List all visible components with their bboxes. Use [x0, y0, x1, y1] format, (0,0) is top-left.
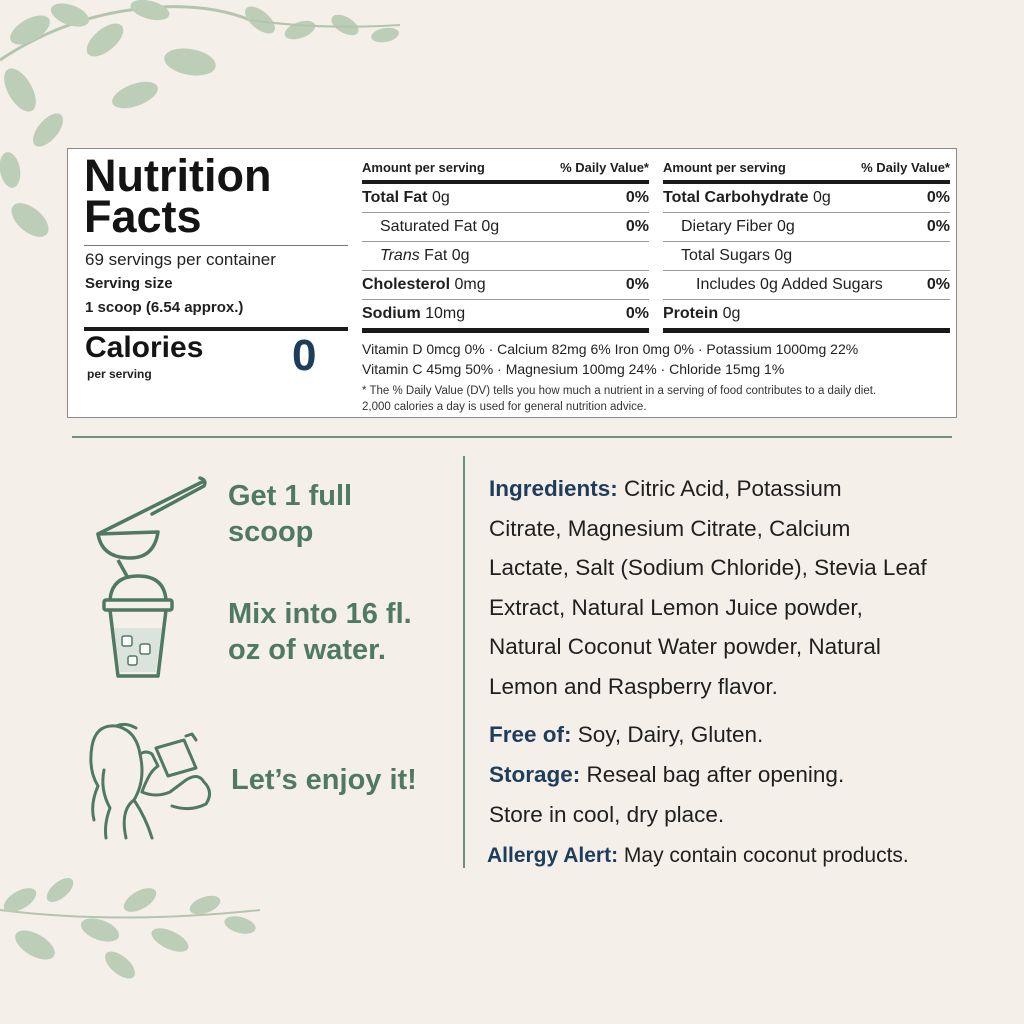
- nutrient-pct: 0%: [926, 189, 950, 206]
- allergy-line: [487, 836, 909, 876]
- column-header: [663, 155, 950, 184]
- step-scoop-text: [228, 478, 352, 550]
- nutrition-facts-label: [67, 148, 957, 418]
- vitamins-line-1: Vitamin D 0mcg 0% · Calcium 82mg 6% Iron 0mg 0% · Potassium 1000mg 22%: [362, 341, 859, 357]
- ingredients-line: Citrate, Magnesium Citrate, Calcium: [489, 515, 851, 541]
- nutrient-amount: 0g: [481, 218, 500, 235]
- nutrient-name: Saturated Fat: [380, 218, 477, 235]
- calories-sub: per serving: [87, 367, 152, 381]
- nutrient-row-cholesterol: [362, 271, 649, 300]
- nutrient-name: Cholesterol: [362, 276, 451, 293]
- nutrient-pct: 0%: [625, 305, 649, 322]
- leaf-branch-bottom-decoration: [0, 870, 290, 1024]
- nutrient-row-trans-fat: [362, 242, 649, 271]
- divider: [84, 245, 348, 246]
- allergy-value: May contain coconut products.: [618, 844, 909, 867]
- nutrient-row-sodium: [362, 300, 649, 333]
- storage-line-2: Store in cool, dry place.: [489, 802, 725, 827]
- free-of-value: Soy, Dairy, Gluten.: [571, 722, 764, 747]
- nutrient-name: Total Fat: [362, 189, 428, 206]
- nutrient-name: Includes 0g Added Sugars: [696, 276, 883, 293]
- nutrient-row-saturated-fat: [362, 213, 649, 242]
- nutrient-pct: 0%: [625, 218, 649, 235]
- nutrient-row-total-fat: [362, 184, 649, 213]
- nutrient-pct: 0%: [926, 276, 950, 293]
- scoop-icon: [92, 474, 212, 570]
- nutrient-amount: 0g: [722, 305, 741, 322]
- step-mix-text: [228, 596, 412, 668]
- ingredients-line: Lemon and Raspberry flavor.: [489, 673, 778, 699]
- nutrient-name: Dietary Fiber: [681, 218, 773, 235]
- step-line: Get 1 full: [228, 480, 353, 512]
- nutrient-row-added-sugars: [663, 271, 950, 300]
- nutrient-amount: 0mg: [454, 276, 486, 293]
- nutrient-name: Total Carbohydrate: [663, 189, 809, 206]
- nutrient-row-dietary-fiber: [663, 213, 950, 242]
- dv-header: % Daily Value*: [560, 160, 649, 175]
- nutrient-pct: 0%: [625, 189, 649, 206]
- step-line: Let’s enjoy it!: [231, 764, 417, 796]
- column-divider: [463, 456, 465, 868]
- footnote-line-1: * The % Daily Value (DV) tells you how much a nutrient in a serving of food contributes to a daily diet.: [362, 385, 877, 397]
- nutrient-amount: Fat 0g: [424, 247, 470, 264]
- nutrient-pct: 0%: [625, 276, 649, 293]
- nutrient-name: Trans: [380, 247, 420, 264]
- title-line-2: Facts: [84, 191, 202, 242]
- allergy-label: Allergy Alert:: [487, 844, 619, 867]
- storage-label: Storage:: [489, 762, 581, 787]
- nutrition-facts-title: [84, 150, 272, 242]
- nutrient-column-1: [362, 155, 649, 333]
- step-line: scoop: [228, 516, 314, 548]
- serving-size-value: 1 scoop (6.54 approx.): [85, 299, 244, 316]
- nutrient-amount: 0g: [774, 247, 793, 264]
- storage-line: [489, 755, 844, 795]
- amount-header: Amount per serving: [663, 160, 786, 175]
- amount-header: Amount per serving: [362, 160, 485, 175]
- ingredients-block: [489, 469, 927, 706]
- calories-label: Calories: [85, 331, 204, 364]
- footnote-line-2: 2,000 calories a day is used for general nutrition advice.: [362, 401, 647, 413]
- ingredients-line: Lactate, Salt (Sodium Chloride), Stevia Leaf: [489, 555, 927, 580]
- ingredients-line: Citric Acid, Potassium: [617, 476, 842, 501]
- nutrient-amount: 0g: [812, 189, 831, 206]
- nutrient-amount: 0g: [777, 218, 795, 235]
- step-enjoy-text: [231, 762, 417, 798]
- free-of-label: Free of:: [489, 722, 572, 747]
- title-line-1: Nutrition: [84, 150, 272, 201]
- nutrient-row-total-sugars: [663, 242, 950, 271]
- ingredients-label: Ingredients:: [489, 476, 618, 501]
- section-divider: [72, 436, 952, 438]
- nutrient-name: Protein: [663, 305, 719, 322]
- nutrient-row-total-carbohydrate: [663, 184, 950, 213]
- drinking-person-icon: [86, 720, 224, 840]
- free-of-line: [489, 715, 763, 755]
- nutrient-pct: 0%: [926, 218, 950, 235]
- nutrient-name: Sodium: [362, 305, 421, 322]
- storage-value: Reseal bag after opening.: [580, 762, 845, 787]
- nutrient-name: Total Sugars: [681, 247, 770, 264]
- serving-size-label: Serving size: [85, 275, 173, 292]
- ingredients-line: Natural Coconut Water powder, Natural: [489, 634, 881, 659]
- nutrient-amount: 0g: [431, 189, 450, 206]
- nutrient-column-2: [663, 155, 950, 333]
- step-line: oz of water.: [228, 634, 386, 666]
- nutrient-amount: 10mg: [425, 305, 466, 322]
- ingredients-line: Extract, Natural Lemon Juice powder,: [489, 594, 863, 620]
- vitamins-line-2: Vitamin C 45mg 50% · Magnesium 100mg 24% · Chloride 15mg 1%: [362, 361, 785, 377]
- cup-icon: [98, 558, 178, 682]
- column-header: [362, 155, 649, 184]
- nutrient-row-protein: [663, 300, 950, 333]
- calories-value: 0: [292, 331, 317, 380]
- dv-header: % Daily Value*: [861, 160, 950, 175]
- servings-per-container: 69 servings per container: [85, 250, 276, 269]
- step-line: Mix into 16 fl.: [228, 598, 412, 630]
